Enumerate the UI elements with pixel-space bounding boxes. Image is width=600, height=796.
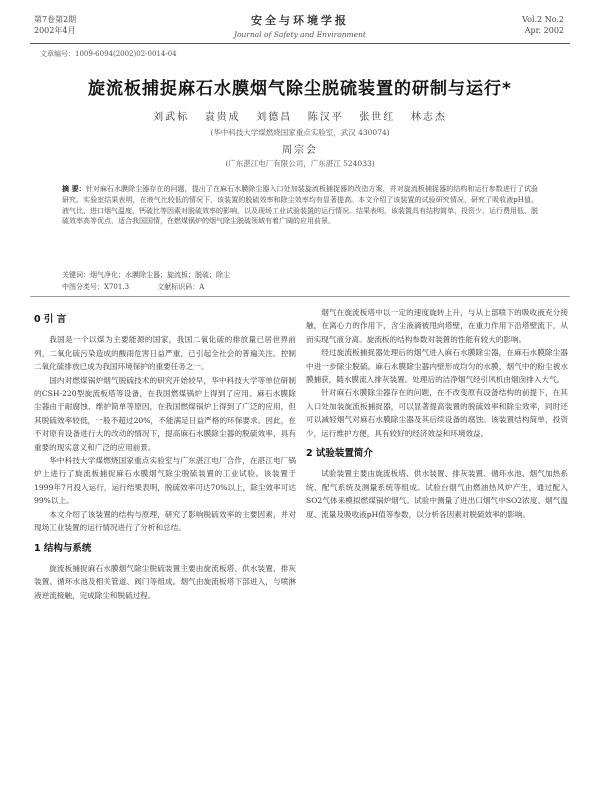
author-name: 陈汉平 [307, 112, 344, 123]
journal-title-en: Journal of Safety and Environment [234, 30, 366, 39]
body-paragraph: 试验装置主要由旋流板塔、供水装置、排灰装置、循环水池、烟气加热系统、配气系统及测量系统等组成。试验台烟气由燃油热风炉产生，通过配入SO2气体来模拟燃煤锅炉烟气。试验中测量了进出口烟气中SO2浓度、烟气温度、流量及吸收液pH值等参数，以分析各因素对脱硫效率的影响。 [306, 469, 568, 519]
section-heading-intro: 0 引 言 [34, 314, 67, 325]
body-paragraph: 烟气在旋流板塔中以一定的速度旋转上升，与从上部喷下的吸收液充分接触，在离心力的作用下，含尘液滴被甩向塔壁，在重力作用下沿塔壁流下，从而实现气液分离。旋流板的结构参数对装置的性能有较大的影响。 [306, 308, 568, 344]
affiliation-1: (华中科技大学煤燃烧国家重点实验室，武汉 430074) [210, 128, 390, 137]
page-header [0, 10, 600, 44]
author-name: 张世红 [359, 112, 396, 123]
author-name: 袁贵成 [204, 112, 241, 123]
body-paragraph: 针对麻石水膜除尘器存在的问题，在不改变原有设备结构的前提下，在其入口处加装旋流板捕捉器，可以显著提高装置的脱硫效率和除尘效率，同时还可以减轻烟气对麻石水膜除尘器及其后续设备的腐蚀。该装置结构简单，投资少，运行维护方便，具有较好的经济效益和环境效益。 [306, 388, 568, 438]
classification-line [62, 282, 230, 292]
header-right [522, 14, 564, 36]
classification-number: 中图分类号：X701.3 [62, 283, 130, 291]
body-paragraph: 经过旋流板捕捉器处理后的烟气进入麻石水膜除尘器，在麻石水膜除尘器中进一步除尘脱硫。麻石水膜除尘器内壁形成均匀的水膜，烟气中的粉尘被水膜捕获，随水膜流入排灰装置。处理后的洁净烟气经引风机由烟囱排入大气。 [306, 348, 568, 385]
volume-en: Vol.2 No.2 [522, 15, 564, 24]
article-number: 文章编号：1009-6094(2002)02-0014-04 [40, 50, 177, 58]
section-heading-structure: 1 结构与系统 [34, 542, 92, 554]
body-paragraph: 旋流板捕捉麻石水膜烟气除尘脱硫装置主要由旋流板塔、供水装置、排灰装置、循环水池及相关管道、阀门等组成。烟气由旋流板塔下部进入，与喷淋液逆流接触，完成除尘和脱硫过程。 [34, 563, 296, 600]
author-second-group: 周宗会 [282, 145, 318, 156]
body-column-right [306, 306, 568, 521]
author-name: 刘德昌 [256, 112, 293, 123]
body-paragraph: 本文介绍了该装置的结构与原理，研究了影响脱硫效率的主要因素，并对现场工业装置的运行情况进行了分析和总结。 [34, 509, 296, 533]
author-name: 林志杰 [410, 112, 447, 123]
body-paragraph: 国内对燃煤锅炉烟气脱硫技术的研究开始较早，华中科技大学等单位研制的CSH-220型旋流板塔等设备，在我国燃煤锅炉上得到了应用。麻石水膜除尘器由于耐腐蚀、维护简单等原因，在我国燃煤锅炉上得到了广泛的应用，但其脱硫效率较低，一般不超过20%，不能满足日益严格的环保要求。因此，在不对原有设备进行大的改动的情况下，提高麻石水膜除尘器的脱硫效率，具有重要的现实意义和广泛的应用前景。 [34, 375, 296, 452]
author-name: 刘武标 [153, 112, 190, 123]
author-list [0, 108, 600, 123]
section-divider [30, 296, 570, 297]
header-center [0, 12, 600, 39]
body-column-left [34, 306, 296, 602]
issue-date: 2002年4月 [34, 26, 76, 35]
affiliation-2: (广东湛江电厂有限公司，广东湛江 524033) [225, 159, 375, 168]
document-code: 文献标识码：A [157, 283, 205, 291]
keywords: 关键词：烟气净化；水膜除尘器；旋流板；脱硫；除尘 [62, 271, 230, 279]
header-rule [30, 43, 570, 44]
abstract-label: 摘 要： [62, 184, 86, 193]
abstract [62, 184, 538, 227]
abstract-text: 针对麻石水膜除尘器存在的问题，提出了在麻石水膜除尘器入口处加装旋流板捕捉器的改造方案，并对旋流板捕捉器的结构和运行参数进行了试验研究。实验室结果表明，在液气比较低的情况下，该装置的脱硫效率和除尘效率均有显著提高。本文介绍了该装置的试验研究情况，研究了吸收液pH值、液气比、进口烟气温度、钙硫比等因素对脱硫效率的影响，以及现场工业试验装置的运行情况。结果表明，该装置具有结构简单、投资少、运行费用低、脱硫效率高等优点，适合我国国情，在燃煤锅炉的烟气除尘脱硫领域有着广阔的应用前景。 [62, 185, 539, 226]
date-en: Apr. 2002 [524, 26, 564, 35]
journal-title-cn: 安全与环境学报 [251, 14, 349, 27]
paper-title: 旋流板捕捉麻石水膜烟气除尘脱硫装置的研制与运行* [88, 79, 512, 99]
body-paragraph: 华中科技大学煤燃烧国家重点实验室与广东湛江电厂合作，在湛江电厂锅炉上进行了旋流板捕捉麻石水膜烟气除尘脱硫装置的工业试验。该装置于1999年7月投入运行，运行结果表明，脱硫效率可达70%以上，除尘效率可达99%以上。 [34, 456, 296, 506]
body-paragraph: 我国是一个以煤为主要能源的国家，我国二氧化硫的排放量已居世界前列，二氧化硫污染造成的酸雨危害日益严重，已引起全社会的普遍关注。控制二氧化硫排放已成为我国环境保护的重要任务之一。 [34, 335, 296, 372]
volume-issue: 第7卷第2期 [34, 15, 77, 24]
section-heading-setup: 2 试验装置简介 [306, 448, 373, 460]
